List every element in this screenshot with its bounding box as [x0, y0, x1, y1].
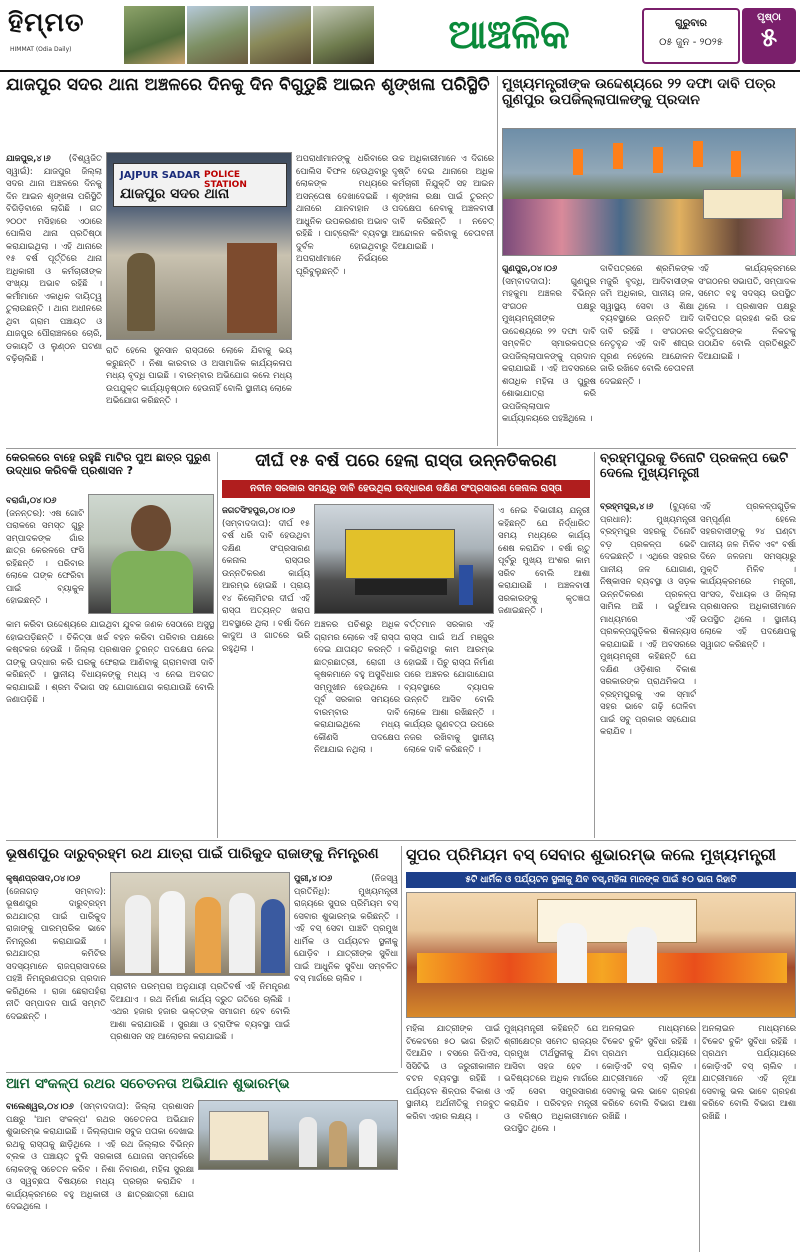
story8-campaign-photo — [198, 1100, 398, 1170]
logo-text: ହିମ୍ମତ — [8, 8, 85, 38]
story3-body-col1 — [6, 494, 84, 614]
story5-text-a: (ବ୍ୟୁରୋ ପ୍ରଧାନ): ମୁଖ୍ୟମନ୍ତ୍ରୀ ବ୍ରହ୍ମପୁର ସହରକୁ ତିନୋଟି ବଡ଼ ପ୍ରକଳ୍ପ ଭେଟି ଦେଇଛନ୍ତି । ଏଥିରେ ସହରର ପାନୀୟ ଜଳ ଯୋଗାଣ, ନିଷ୍କାସନ ବ୍ୟବସ୍ଥା ଓ ସଡ଼କ ଉନ୍ନତିକରଣ ପ୍ରକଳ୍ପ ସାମିଲ ଅଛି । ଭର୍ଚୁଆଲ ମାଧ୍ୟମରେ ଏହି ପ୍ରକଳ୍ପଗୁଡ଼ିକର ଶିଳାନ୍ୟାସ କରାଯାଇଛି । — [600, 501, 696, 649]
story6-body-under-photo: ପ୍ରାଚୀନ ପରମ୍ପରା ଅନୁଯାୟୀ ପ୍ରତିବର୍ଷ ଏହି ନିମନ୍ତ୍ରଣ ଦିଆଯାଏ । ରଥ ନିର୍ମାଣ କାର୍ଯ୍ୟ ଦ୍ରୁତ ଗତିରେ ଚାଲିଛି । ଏଥର ହଜାର ହଜାର ଭକ୍ତଙ୍କ ସମାଗମ ହେବ ବୋଲି ଆଶା କରାଯାଉଛି । ସୁରକ୍ଷା ଓ ଟ୍ରାଫିକ ବ୍ୟବସ୍ଥା ପାଇଁ ପ୍ରଶାସନ ସହ ଆଲୋଚନା କରାଯାଇଛି । — [110, 981, 290, 1041]
column-divider — [594, 452, 595, 838]
masthead-photo-strip — [124, 6, 374, 64]
person-figure — [627, 927, 657, 983]
person-figure — [299, 1117, 317, 1167]
story8-headline[interactable]: ଆମ ସଂକଳ୍ପ ରଥର ସଚେତନତା ଅଭିଯାନ ଶୁଭାରମ୍ଭ — [6, 1076, 290, 1092]
flag-icon — [653, 147, 663, 173]
story2-body-col3: ଏହି କାର୍ଯ୍ୟକ୍ରମରେ ସଂଗଠନର ସଭାପତି, ସମ୍ପାଦକ ସମେତ ବହୁ ସଦସ୍ୟ ଉପସ୍ଥିତ ଥିଲେ । ପ୍ରଶାସନ ପକ୍ଷରୁ ଦାବିପତ୍ର ଗ୍ରହଣ କରି ଉଚ୍ଚ କର୍ତ୍ତୃପକ୍ଷଙ୍କ ନିକଟକୁ ପଠାଯିବ ବୋଲି ପ୍ରତିଶ୍ରୁତି ଦିଆଯାଇଛି । — [698, 263, 796, 361]
story2-rally-photo — [502, 128, 796, 256]
story3-dateline: ବରାଗାଁ,୦୪।୦୬ — [6, 495, 57, 505]
portrait-face — [131, 505, 171, 551]
signboard-text-odia: ଯାଜପୁର ସଦର ଥାନା — [120, 186, 230, 202]
story6-body-col1 — [6, 872, 106, 1068]
story6-dateline: କୃଷ୍ଣପ୍ରସାଦ,୦୪।୦୬ — [6, 873, 81, 883]
story4-dateline: ଜଗତସିଂହପୁର,୦୪।୦୬ — [222, 505, 296, 515]
story1-police-station-photo — [106, 152, 292, 340]
story7-body-col3: ଅନଲାଇନ ମାଧ୍ୟମରେ ଟିକେଟ ବୁକିଂ ସୁବିଧା ରହିଛି । ପ୍ରଥମ ପର୍ଯ୍ୟାୟରେ କୋଡ଼ିଏଟି ବସ୍ ଚାଲିବ । ଯାତ୍ରୀମାନେ ଏହି ନୂଆ ସେବାକୁ ଭଲ ଭାବେ ଗ୍ରହଣ କରିବେ ବୋଲି ବିଭାଗ ଆଶା ରଖିଛି । — [602, 1023, 696, 1121]
newspaper-logo[interactable] — [4, 6, 122, 64]
story3-body-col2: କାମ କରିବା ଉଦ୍ଦେଶ୍ୟରେ ଯାଇଥିବା ଯୁବକ ଜଣକ ସେଠାରେ ଅସୁସ୍ଥ ହୋଇପଡ଼ିଛନ୍ତି । ଚିକିତ୍ସା ଖର୍ଚ୍ଚ ବହନ କରିବା ପରିବାର ପକ୍ଷରେ କଷ୍ଟକର ହେଉଛି । ଜିଲ୍ଲା ପ୍ରଶାସନ ତୁରନ୍ତ ପଦକ୍ଷେପ ନେଇ ତାଙ୍କୁ ଉଦ୍ଧାର କରି ଘରକୁ ଫେରାଇ ଆଣିବାକୁ ଗ୍ରାମବାସୀ ଦାବି କରିଛନ୍ତି । ସ୍ଥାନୀୟ ବିଧାୟକଙ୍କୁ ମଧ୍ୟ ଏ ନେଇ ଅବଗତ କରାଯାଇଛି । ଶ୍ରମ ବିଭାଗ ସହ ଯୋଗାଯୋଗ କରାଯାଉଛି ବୋଲି ଜଣାପଡ଼ିଛି । — [6, 619, 214, 704]
story1-text-a: (ବିଶ୍ୱଜିତ ସ୍ୱାଇଁ): ଯାଜପୁର ଜିଲ୍ଲା ସଦର ଥାନା ଅଞ୍ଚଳରେ ଦିନକୁ ଦିନ ଆଇନ ଶୃଙ୍ଖଳା ପରିସ୍ଥିତି ବିଗିଡ଼ିବାରେ ଲାଗିଛି । ଗତ ୨୦୦୯ ମସିହାରେ ଏଠାରେ ପୋଲିସ ଥାନା ପ୍ରତିଷ୍ଠା କରାଯାଇଥିଲା । ଏହି ଥାନାରେ ୧୫ ବର୍ଷ ପୂର୍ତ୍ତିରେ ଥାନା ଅଧିକାରୀ ଓ କର୍ମଚାରୀଙ୍କ ସଂଖ୍ୟା ଅଭାବ ରହିଛି । କର୍ମୀମାନେ ଏକାଧିକ ଦାୟିତ୍ୱ ତୁଲାଉଛନ୍ତି । ଥାନା ଅଧୀନରେ ଥିବା ଗ୍ରାମ ପଞ୍ଚାୟତ ଓ ଯାଜପୁର ପୌରାଞ୍ଚଳରେ ଚୋରି, ଡକାୟତି ଓ ଲୁଣ୍ଠନ ଘଟଣା ବଢ଼ିଚାଲିଛି । — [6, 153, 102, 363]
story7-body-col4: ଅନଲାଇନ ମାଧ୍ୟମରେ ଟିକେଟ ବୁକିଂ ସୁବିଧା ରହିଛି । ପ୍ରଥମ ପର୍ଯ୍ୟାୟରେ କୋଡ଼ିଏଟି ବସ୍ ଚାଲିବ । ଯାତ୍ରୀମାନେ ଏହି ନୂଆ ସେବାକୁ ଭଲ ଭାବେ ଗ୍ରହଣ କରିବେ ବୋଲି ବିଭାଗ ଆଶା ରଖିଛି । — [702, 1023, 796, 1121]
story7-subhead: ୫ଟି ଧାର୍ମିକ ଓ ପର୍ଯ୍ୟଟନ ସ୍ଥଳୀକୁ ଯିବ ବସ୍,ମହିଳା ମାନଙ୍କ ପାଇଁ ୫୦ ଭାଗ ରିହାତି — [406, 872, 796, 888]
flag-icon — [613, 143, 623, 169]
masthead-photo — [187, 6, 248, 64]
story2-headline[interactable]: ମୁଖ୍ୟମନ୍ତ୍ରୀଙ୍କ ଉଦ୍ଦେଶ୍ୟରେ ୨୨ ଦଫା ଦାବି ପତ୍ର ଗୁଣପୁର ଉପଜିଲ୍ଲାପାଳଙ୍କୁ ପ୍ରଦାନ — [502, 76, 776, 109]
masthead-photo — [250, 6, 311, 64]
story6-invitation-photo — [110, 872, 290, 976]
masthead-photo — [313, 6, 374, 64]
policeman-figure — [127, 253, 155, 331]
flag-icon — [731, 151, 741, 177]
masthead-photo — [124, 6, 185, 64]
story2-dateline: ଗୁଣପୁର,୦୪।୦୬ — [502, 263, 558, 273]
story8-text-a: (ସମ୍ବାଦଦାତା): ଜିଲ୍ଲା ପ୍ରଶାସନ ପକ୍ଷରୁ 'ଆମ ସଂକଳ୍ପ' ରଥର ସଚେତନତା ଅଭିଯାନ ଶୁଭାରମ୍ଭ କରାଯାଇଛି । ଜିଲ୍ଲାପାଳ ସବୁଜ ପତାକା ଦେଖାଇ ରଥକୁ ରାସ୍ତାକୁ ଛାଡ଼ିଥିଲେ । ଏହି ରଥ ଜିଲ୍ଲାର ବିଭିନ୍ନ ବ୍ଲକ ଓ ପଞ୍ଚାୟତ ବୁଲି ସରକାରୀ ଯୋଜନା ସମ୍ପର୍କରେ ଲୋକଙ୍କୁ ସଚେତନ କରିବ । ନିଶା ନିବାରଣ, ମହିଳା ସୁରକ୍ଷା ଓ ସ୍ୱଚ୍ଛତା ବିଷୟରେ ମଧ୍ୟ ପ୍ରଚାର କରାଯିବ । କାର୍ଯ୍ୟକ୍ରମରେ ବହୁ ଅଧିକାରୀ ଓ ଛାତ୍ରଛାତ୍ରୀ ଯୋଗ ଦେଇଥିଲେ । — [6, 1101, 194, 1211]
flag-icon — [573, 149, 583, 175]
page-number-box — [742, 8, 796, 64]
page-label: ପୃଷ୍ଠା — [757, 12, 781, 23]
story7-body-col2: ମୁଖ୍ୟମନ୍ତ୍ରୀ କହିଛନ୍ତି ଯେ ଶ୍ରୀକ୍ଷେତ୍ର ସମେତ ରାଜ୍ୟର ପ୍ରମୁଖ ତୀର୍ଥସ୍ଥଳୀକୁ ଯିବା ଆସିବା ସହଜ ହେବ । ଭବିଷ୍ୟତରେ ଅଧିକ ମାର୍ଗରେ ଏହି ସେବା ସମ୍ପ୍ରସାରଣ କରାଯିବ । ପରିବହନ ମନ୍ତ୍ରୀ ଓ ବରିଷ୍ଠ ଅଧିକାରୀମାନେ ଉପସ୍ଥିତ ଥିଲେ । — [504, 1023, 598, 1133]
story4-body-col1 — [222, 504, 310, 834]
campaign-vehicle — [209, 1111, 269, 1161]
section-title: ଆଞ୍ଚଳିକ — [448, 12, 570, 58]
story2-text-a: (ସମ୍ବାଦଦାତା): ଗୁଣପୁର ମହକୁମା ଅଞ୍ଚଳର ବିଭିନ୍ନ ସଂଗଠନ ପକ୍ଷରୁ ମୁଖ୍ୟମନ୍ତ୍ରୀଙ୍କ ଉଦ୍ଦେଶ୍ୟରେ ୨୨ ଦଫା ଦାବି ସମ୍ବଳିତ ସ୍ମାରକପତ୍ର ଉପଜିଲ୍ଲାପାଳଙ୍କୁ ପ୍ରଦାନ କରାଯାଇଛି । ଏହି ଅବସରରେ ଶତାଧିକ ମହିଳା ଓ ପୁରୁଷ ଶୋଭାଯାତ୍ରା କରି ଉପଜିଲ୍ଲାପାଳ କାର୍ଯ୍ୟାଳୟରେ ପହଞ୍ଚିଥିଲେ । — [502, 275, 596, 423]
paver-base — [355, 579, 447, 595]
flag-icon — [693, 141, 703, 167]
person-figure — [125, 895, 151, 973]
person-figure — [229, 893, 255, 973]
story4-body-col3: ବର୍ତ୍ତମାନ ସରକାର ଏହି ରାସ୍ତା ପାଇଁ ଅର୍ଥ ମଞ୍ଜୁର କରିଥିବାରୁ କାମ ଆରମ୍ଭ ହୋଇଛି । ପିଚୁ ରାସ୍ତା ନିର୍ମାଣ ପରେ ଅଞ୍ଚଳର ଯୋଗାଯୋଗ ବ୍ୟବସ୍ଥାରେ ବ୍ୟାପକ ଉନ୍ନତି ଆସିବ ବୋଲି ଲୋକେ ଆଶା ରଖିଛନ୍ତି । କାର୍ଯ୍ୟର ଗୁଣବତ୍ତା ଉପରେ ନଜର ରଖିବାକୁ ସ୍ଥାନୀୟ ଲୋକେ ଦାବି କରିଛନ୍ତି । — [404, 619, 494, 754]
story4-text-a: (ସମ୍ବାଦଦାତା): ଦୀର୍ଘ ୧୫ ବର୍ଷ ଧରି ଦାବି ହେଉଥିବା ଦକ୍ଷିଣ ସଂପ୍ରସାରଣ କେନାଲ ରାସ୍ତାର ଉନ୍ନତିକରଣ କାର୍ଯ୍ୟ ଆରମ୍ଭ ହୋଇଛି । ପ୍ରାୟ ୧୪ କିଲୋମିଟର ଦୀର୍ଘ ଏହି ରାସ୍ତା ଅତ୍ୟନ୍ତ ଖରାପ ଅବସ୍ଥାରେ ଥିଲା । ବର୍ଷା ଦିନେ କାଦୁଅ ଓ ଗାତରେ ଭରି ରହୁଥିଲା । — [222, 517, 310, 653]
worker-figure — [459, 565, 473, 605]
story1-body-col1 — [6, 152, 102, 442]
road-paver-machine — [345, 529, 455, 579]
story2-body-col1 — [502, 262, 596, 448]
story5-body-col1 — [600, 500, 696, 836]
issue-day: ଗୁରୁବାର — [675, 18, 707, 29]
story4-road-paver-photo — [314, 504, 494, 614]
section-divider — [6, 1072, 398, 1073]
issue-date: ୦୫ ଜୁନ - ୨୦୨୫ — [659, 37, 723, 48]
section-divider — [6, 448, 796, 449]
column-divider — [401, 846, 402, 1068]
story7-body-col-left — [294, 872, 398, 1068]
story3-text-a: (ଜନନ୍ତର): ଏଷ ଗୋଟି ପରାକରେ ସମସ୍ତ ଗୁରୁ ସମ୍ପାଦକଙ୍କ ଗାଁର ଛାତ୍ର କେରଳରେ ଫସି ରହିଛନ୍ତି । ପରିବାର ଲୋକେ ତାଙ୍କ ଫେରିବା ପାଇଁ ବ୍ୟାକୁଳ ହୋଇଛନ୍ତି । — [6, 507, 84, 605]
flower-decoration — [417, 953, 787, 983]
story1-body-col3: ଅପରାଧୀମାନଙ୍କୁ ଧରିବାରେ ପୋଲିସ ବିଫଳ ହେଉଥିବାରୁ ଲୋକଙ୍କ ମଧ୍ୟରେ ଅସନ୍ତୋଷ ଦେଖାଦେଇଛି । ଥାନାରେ ଯାନବାହାନ ଓ ଆଧୁନିକ ଉପକରଣର ଅଭାବ ରହିଛି । ପାଟ୍ରୋଲିଂ ବ୍ୟବସ୍ଥା ଦୁର୍ବଳ ହୋଇଥିବାରୁ ଅପରାଧୀମାନେ ନିର୍ଭୟରେ ଘୂରିବୁଲୁଛନ୍ତି । — [296, 153, 388, 276]
story1-headline[interactable]: ଯାଜପୁର ସଦର ଥାନା ଅଞ୍ଚଳରେ ଦିନକୁ ଦିନ ବିଗୁଡୁଛି ଆଇନ ଶୃଙ୍ଖଳା ପରିସ୍ଥିତି — [6, 76, 490, 95]
story8-dateline: ବାଲେଶ୍ୱର,୦୪।୦୬ — [6, 1101, 74, 1111]
station-door — [227, 243, 277, 333]
logo-subtitle: HIMMAT (Odia Daily) — [10, 46, 72, 53]
story8-body — [6, 1100, 194, 1252]
story5-dateline: ବ୍ରହ୍ମପୁର,୪।୬ — [600, 501, 654, 511]
portrait-shirt — [111, 551, 193, 614]
story1-body-col4: ଉଚ୍ଚ ଅଧିକାରୀମାନେ ଏ ଦିଗରେ ଦୃଷ୍ଟି ଦେଇ ଥାନାରେ ଅଧିକ କର୍ମଚାରୀ ନିଯୁକ୍ତି ସହ ଆଇନ ଶୃଙ୍ଖଳା ରକ୍ଷା ପାଇଁ ତୁରନ୍ତ ପଦକ୍ଷେପ ନେବାକୁ ଅଞ୍ଚଳବାସୀ ଦାବି କରିଛନ୍ତି । ନଚେତ୍ ଆନ୍ଦୋଳନ କରିବାକୁ ଚେତାବନୀ ଦିଆଯାଇଛି । — [392, 153, 494, 251]
column-divider — [217, 452, 218, 838]
masthead — [0, 0, 800, 70]
story4-subhead: ନବୀନ ସରକାର ସମୟରୁ ଦାବି ହେଉଥିଲା ଉଦ୍ଧାରଣ ଦକ୍ଷିଣ ସଂପ୍ରସାରଣ କେନାଲ ରାସ୍ତା — [222, 480, 590, 498]
story4-headline[interactable]: ଦୀର୍ଘ ୧୫ ବର୍ଷ ପରେ ହେଲା ରାସ୍ତା ଉନ୍ନତିକରଣ — [255, 452, 557, 471]
person-figure — [195, 897, 221, 973]
story3-headline[interactable]: କେରଳରେ ବାହେ ରହୁଛି ମାଟିର ପୁଅ ଛାତ୍ର ପୁରୁଣ ଉଦ୍ଧାର କରିବକି ପ୍ରଶାସନ ? — [6, 452, 211, 477]
column-divider — [497, 76, 498, 446]
story2-body-col2: ଦାବିପତ୍ରରେ ଶ୍ରମିକଙ୍କ ମଜୁରି ବୃଦ୍ଧି, ଆଦିବାସୀଙ୍କ ଜମି ଅଧିକାର, ପାନୀୟ ଜଳ, ସ୍ୱାସ୍ଥ୍ୟ ସେବା ଓ ଶିକ୍ଷା ବ୍ୟବସ୍ଥାରେ ଉନ୍ନତି ଆଦି ଦାବି ରହିଛି । ସଂଗଠନର ନେତୃବୃନ୍ଦ ଏହି ଦାବି ଶୀଘ୍ର ପୂରଣ ନହେଲେ ଆନ୍ଦୋଳନ ଜାରି ରଖିବେ ବୋଲି ଚେତାବନୀ ଦେଇଛନ୍ତି । — [600, 263, 694, 386]
story4-body-col2: ଅଞ୍ଚଳର ପଚିଶରୁ ଅଧିକ ଗ୍ରାମର ଲୋକେ ଏହି ରାସ୍ତା ଦେଇ ଯାତାୟତ କରନ୍ତି । ଛାତ୍ରଛାତ୍ରୀ, ରୋଗୀ ଓ କୃଷକମାନେ ବହୁ ଅସୁବିଧାର ସମ୍ମୁଖୀନ ହେଉଥିଲେ । ପୂର୍ବ ସରକାର ସମୟରେ ବାରମ୍ବାର ଦାବି କରାଯାଇଥିଲେ ମଧ୍ୟ କୌଣସି ପଦକ୍ଷେପ ନିଆଯାଇ ନଥିଲା । — [314, 619, 400, 754]
story7-text-a: (ନିଜସ୍ୱ ପ୍ରତିନିଧି): ମୁଖ୍ୟମନ୍ତ୍ରୀ ରାଜ୍ୟରେ ସୁପର ପ୍ରିମିୟମ ବସ୍ ସେବାର ଶୁଭାରମ୍ଭ କରିଛନ୍ତି । ଏହି ବସ୍ ସେବା ପାଞ୍ଚଟି ପ୍ରମୁଖ ଧାର୍ମିକ ଓ ପର୍ଯ୍ୟଟନ ସ୍ଥଳୀକୁ ଯୋଡ଼ିବ । ଯାତ୍ରୀଙ୍କ ସୁବିଧା ପାଇଁ ଆଧୁନିକ ସୁବିଧା ସମ୍ବଳିତ ବସ୍ ମାର୍ଗରେ ଚାଲିବ । — [294, 873, 398, 983]
person-figure — [261, 899, 285, 973]
section-divider — [6, 840, 796, 841]
story1-dateline: ଯାଜପୁର,୪।୬ — [6, 153, 51, 163]
police-station-signboard — [113, 163, 287, 207]
story6-headline[interactable]: ଭୂଷଣପୁର ଦାରୁବ୍ରହ୍ମ ରଥ ଯାତ୍ରା ପାଇଁ ପାରିକୁଦ ରାଜାଙ୍କୁ ନିମନ୍ତ୍ରଣ — [6, 846, 379, 862]
story7-dateline: ପୁରୀ,୪।୦୬ — [294, 873, 333, 883]
person-figure — [159, 891, 185, 973]
story7-body-col1: ମହିଳା ଯାତ୍ରୀଙ୍କ ପାଇଁ ଟିକେଟରେ ୫୦ ଭାଗ ରିହାତି ଦିଆଯିବ । ବସରେ ଜିପିଏସ, ସିସିଟିଭି ଓ ଜରୁରୀକାଳୀନ ବଟନ ବ୍ୟବସ୍ଥା ରହିଛି । ପର୍ଯ୍ୟଟନ ଶିଳ୍ପର ବିକାଶ ଓ ସ୍ଥାନୀୟ ଅର୍ଥନୀତିକୁ ମଜବୁତ କରିବା ଏହାର ଲକ୍ଷ୍ୟ । — [406, 1023, 500, 1121]
story3-student-photo — [88, 494, 214, 614]
story1-body-under-photo: ରାତି ହେଲେ ସୁନସାନ ରାସ୍ତାରେ ଲୋକେ ଯିବାକୁ ଭୟ କରୁଛନ୍ତି । ନିଶା କାରବାର ଓ ଅସାମାଜିକ କାର୍ଯ୍ୟକଳାପ ମଧ୍ୟ ବୃଦ୍ଧି ପାଇଛି । ବାରମ୍ବାର ଅଭିଯୋଗ କଲେ ମଧ୍ୟ ଉପଯୁକ୍ତ କାର୍ଯ୍ୟାନୁଷ୍ଠାନ ହେଉନାହିଁ ବୋଲି ସ୍ଥାନୀୟ ଲୋକେ ଅଭିଯୋଗ କରିଛନ୍ତି । — [106, 345, 292, 405]
story6-text-a: (ଜେନାଗଡ଼ ସମ୍ବାଦ): ଭୂଷଣପୁର ଦାରୁବ୍ରହ୍ମ ରଥଯାତ୍ରା ପାଇଁ ପାରିକୁଦ ରାଜାଙ୍କୁ ପାରମ୍ପରିକ ଭାବେ ନିମନ୍ତ୍ରଣ କରାଯାଇଛି । ରଥଯାତ୍ରା କମିଟିର ସଦସ୍ୟମାନେ ରାଜପ୍ରାସାଦରେ ପହଞ୍ଚି ନିମନ୍ତ୍ରଣପତ୍ର ପ୍ରଦାନ କରିଥିଲେ । ରାଜା ଛେରାପହଁରା ନୀତି ସମ୍ପାଦନ ପାଇଁ ସମ୍ମତି ଦେଇଛନ୍ତି । — [6, 885, 106, 1021]
story5-text-b: ଏହି ଅବସରରେ ମୁଖ୍ୟମନ୍ତ୍ରୀ କହିଛନ୍ତି ଯେ ଦକ୍ଷିଣ ଓଡ଼ିଶାର ବିକାଶ ସରକାରଙ୍କ ପ୍ରାଥମିକତା । ବ୍ରହ୍ମପୁରକୁ ଏକ ସ୍ମାର୍ଟ ସହର ଭାବେ ଗଢ଼ି ତୋଳିବା ପାଇଁ ସବୁ ପ୍ରକାର ସହଯୋଗ କରାଯିବ । — [600, 638, 696, 736]
person-figure — [557, 923, 587, 983]
banner — [703, 189, 783, 219]
person-figure — [359, 1119, 377, 1167]
signboard-text-english-2: POLICE STATION — [204, 170, 247, 190]
column-divider — [699, 1022, 700, 1252]
person-figure — [329, 1121, 347, 1167]
story5-body-col2: ଏହି ପ୍ରକଳ୍ପଗୁଡ଼ିକ ସମ୍ପୂର୍ଣ୍ଣ ହେଲେ ସହରବାସୀଙ୍କୁ ୨୪ ଘଣ୍ଟା ପାନୀୟ ଜଳ ମିଳିବ ଏବଂ ବର୍ଷା ଦିନେ ଜଳଜମା ସମସ୍ୟାରୁ ମୁକ୍ତି ମିଳିବ । କାର୍ଯ୍ୟକ୍ରମରେ ମନ୍ତ୍ରୀ, ସାଂସଦ, ବିଧାୟକ ଓ ଜିଲ୍ଲା ପ୍ରଶାସନର ଅଧିକାରୀମାନେ ଉପସ୍ଥିତ ଥିଲେ । ସ୍ଥାନୀୟ ଲୋକେ ଏହି ପଦକ୍ଷେପକୁ ସ୍ୱାଗତ କରିଛନ୍ତି । — [700, 501, 796, 649]
date-box — [642, 8, 740, 64]
story7-bus-launch-photo — [406, 892, 796, 1018]
story4-body-col4: ଏ ନେଇ ବିଭାଗୀୟ ଯନ୍ତ୍ରୀ କହିଛନ୍ତି ଯେ ନିର୍ଦ୍ଧାରିତ ସମୟ ମଧ୍ୟରେ କାର୍ଯ୍ୟ ଶେଷ କରାଯିବ । ବର୍ଷା ଋତୁ ପୂର୍ବରୁ ମୁଖ୍ୟ ଅଂଶର କାମ ସରିବ ବୋଲି ଆଶା କରାଯାଉଛି । ଅଞ୍ଚଳବାସୀ ସରକାରଙ୍କୁ କୃତଜ୍ଞତା ଜଣାଇଛନ୍ତି । — [498, 505, 590, 615]
masthead-rule — [0, 70, 800, 72]
story7-headline[interactable]: ସୁପର ପ୍ରିମିୟମ ବସ୍ ସେବାର ଶୁଭାରମ୍ଭ କଲେ ମୁଖ୍ୟମନ୍ତ୍ରୀ — [406, 846, 776, 864]
story5-headline[interactable]: ବ୍ରହ୍ମପୁରକୁ ତିନୋଟି ପ୍ରକଳ୍ପ ଭେଟି ଦେଲେ ମୁଖ୍ୟମନ୍ତ୍ରୀ — [600, 452, 789, 481]
page-number: ୫ — [760, 23, 778, 53]
signboard-text-english: JAJPUR SADAR — [120, 170, 201, 181]
